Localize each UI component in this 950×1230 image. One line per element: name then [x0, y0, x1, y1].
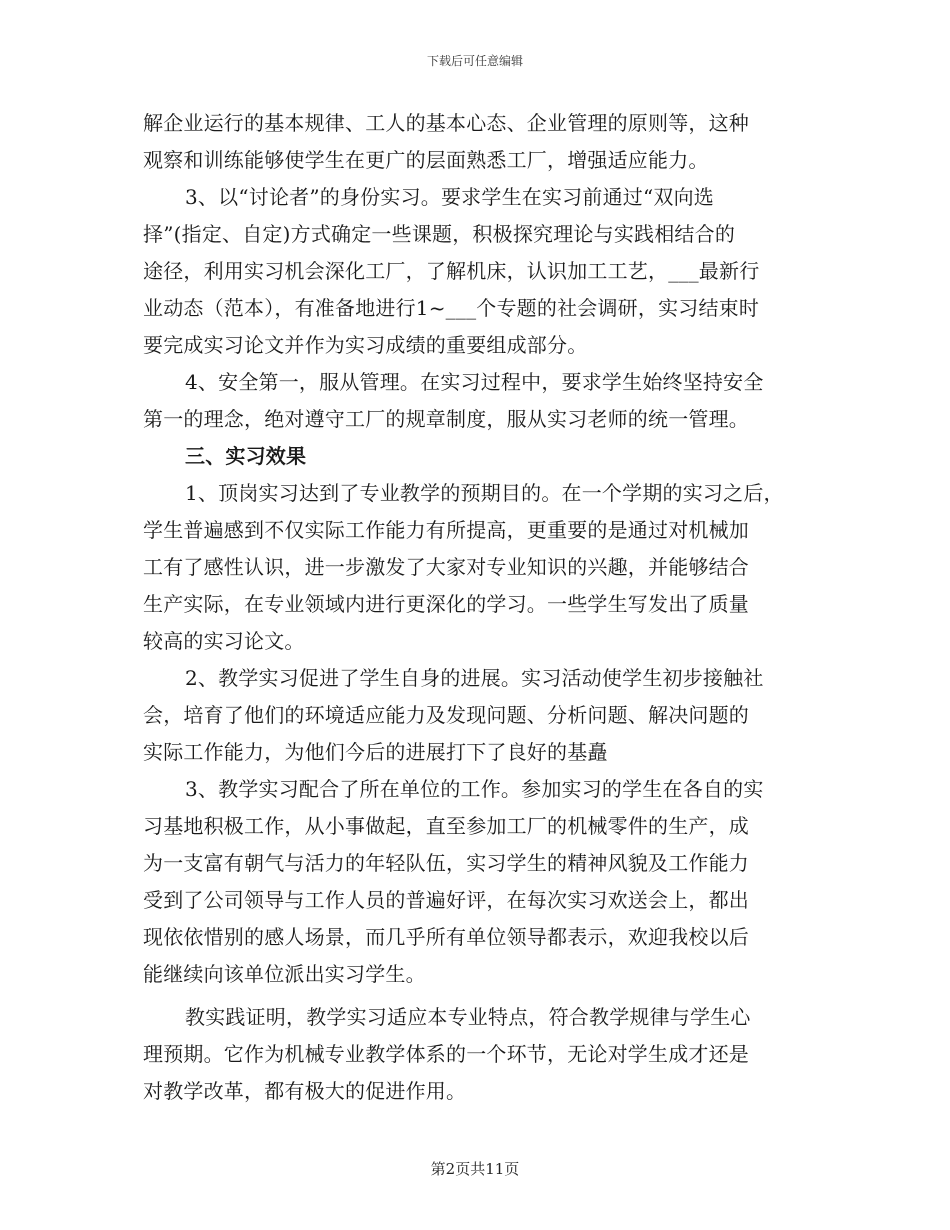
body-text-line: 受到了公司领导与工作人员的普遍好评，在每次实习欢送会上，都出 — [143, 888, 749, 912]
body-text-line: 较高的实习论文。 — [143, 629, 305, 653]
body-text-line: 1、顶岗实习达到了专业教学的预期目的。在一个学期的实习之后， — [185, 481, 784, 505]
body-text-line: 解企业运行的基本规律、工人的基本心态、企业管理的原则等，这种 — [143, 111, 749, 135]
body-text-line: 现依依惜别的感人场景，而几乎所有单位领导都表示，欢迎我校以后 — [143, 925, 749, 949]
body-text-line: 观察和训练能够使学生在更广的层面熟悉工厂，增强适应能力。 — [143, 148, 709, 172]
section-heading: 三、实习效果 — [185, 444, 307, 468]
body-text-line: 3、以“讨论者”的身份实习。要求学生在实习前通过“双向选 — [185, 185, 714, 209]
body-text-line: 要完成实习论文并作为实习成绩的重要组成部分。 — [143, 333, 588, 357]
body-text-line: 理预期。它作为机械专业教学体系的一个环节，无论对学生成才还是 — [143, 1042, 749, 1066]
body-text-line: 生产实际，在专业领域内进行更深化的学习。一些学生写发出了质量 — [143, 592, 749, 616]
body-text-line: 能继续向该单位派出实习学生。 — [143, 962, 426, 986]
body-text-line: 工有了感性认识，进一步激发了大家对专业知识的兴趣，并能够结合 — [143, 555, 749, 579]
document-body — [143, 105, 843, 1110]
body-text-line: 对教学改革，都有极大的促进作用。 — [143, 1079, 467, 1103]
body-text-line: 教实践证明，教学实习适应本专业特点，符合教学规律与学生心 — [185, 1005, 751, 1029]
body-text-line: 会，培育了他们的环境适应能力及发现问题、分析问题、解决问题的 — [143, 703, 749, 727]
body-text-line: 业动态（范本），有准备地进行1~___个专题的社会调研，实习结束时 — [143, 296, 760, 320]
body-text-line: 途径，利用实习机会深化工厂，了解机床，认识加工工艺，___最新行 — [143, 259, 760, 283]
page-number-footer: 第2页共11页 — [430, 1160, 520, 1178]
body-text-line: 学生普遍感到不仅实际工作能力有所提高，更重要的是通过对机械加 — [143, 518, 749, 542]
body-text-line: 4、安全第一，服从管理。在实习过程中，要求学生始终坚持安全 — [185, 370, 764, 394]
body-text-line: 3、教学实习配合了所在单位的工作。参加实习的学生在各自的实 — [185, 777, 764, 801]
page-header-note: 下载后可任意编辑 — [426, 54, 523, 68]
body-text-line: 择”(指定、自定)方式确定一些课题，积极探究理论与实践相结合的 — [143, 222, 736, 246]
body-text-line: 实际工作能力，为他们今后的进展打下了良好的基矗 — [143, 740, 608, 764]
body-text-line: 习基地积极工作，从小事做起，直至参加工厂的机械零件的生产，成 — [143, 814, 749, 838]
body-text-line: 2、教学实习促进了学生自身的进展。实习活动使学生初步接触社 — [185, 666, 764, 690]
body-text-line: 为一支富有朝气与活力的年轻队伍，实习学生的精神风貌及工作能力 — [143, 851, 749, 875]
body-text-line: 第一的理念，绝对遵守工厂的规章制度，服从实习老师的统一管理。 — [143, 407, 749, 431]
